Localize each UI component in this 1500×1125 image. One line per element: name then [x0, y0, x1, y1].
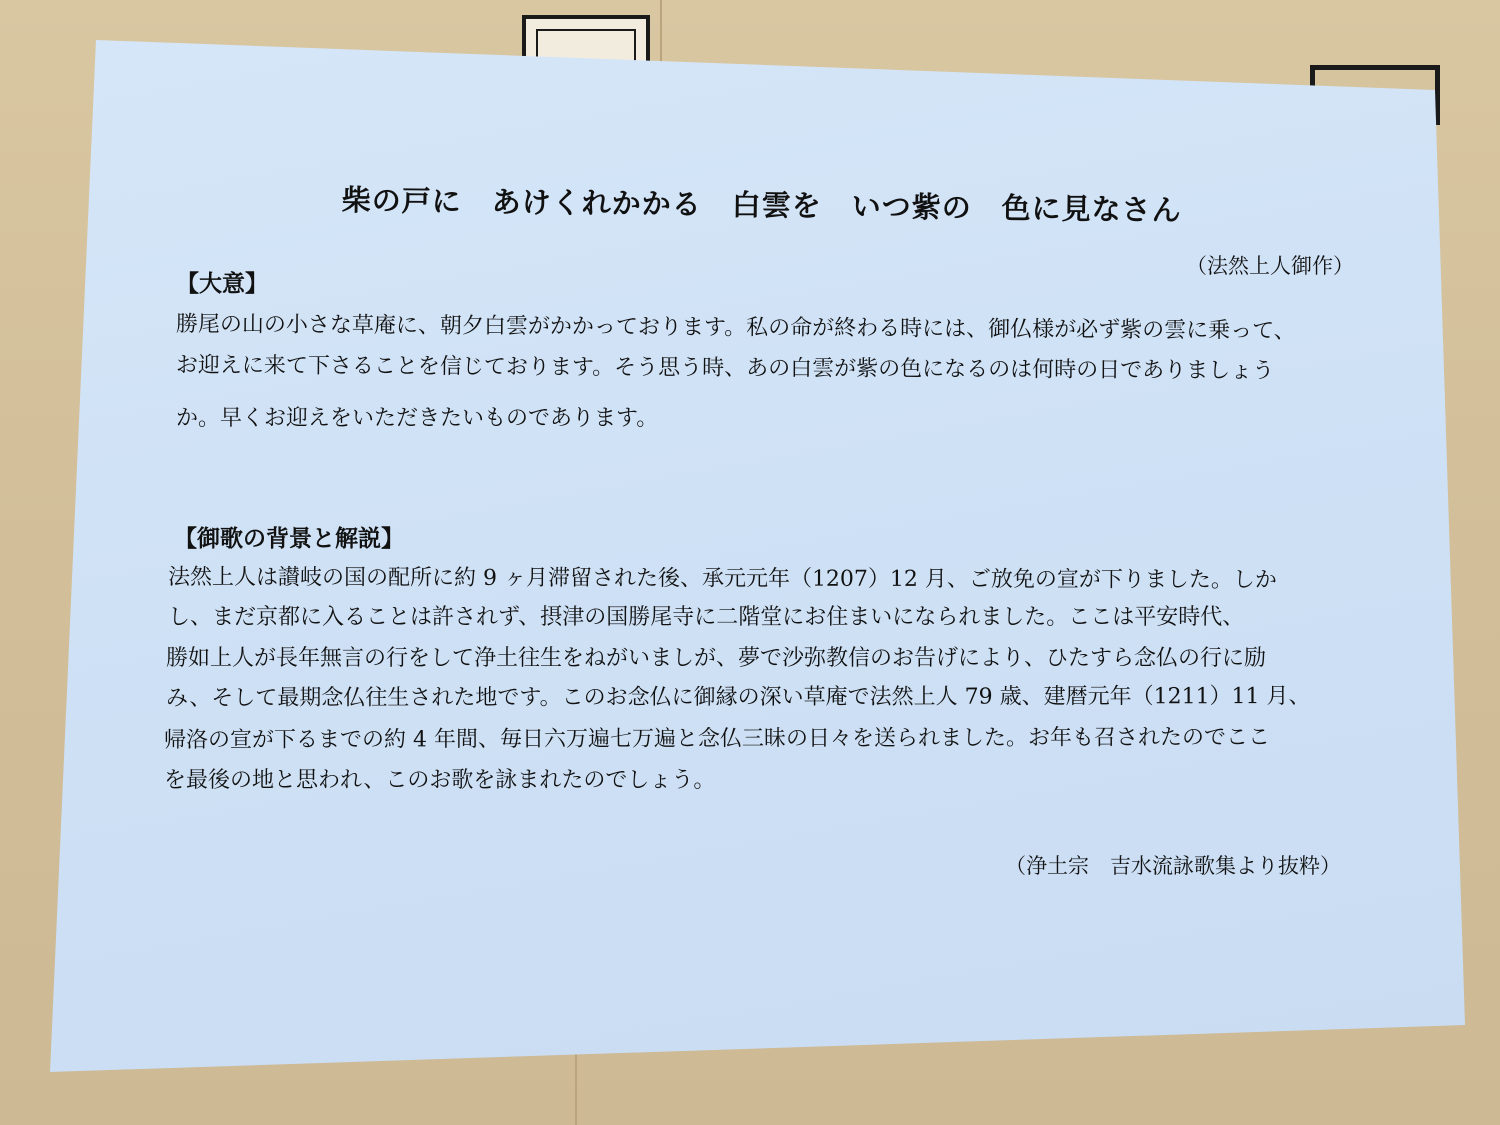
background-line: み、そして最期念仏往生された地です。このお念仏に御縁の深い草庵で法然上人 79 歳、建暦元年（1211）11 月、: [165, 684, 1311, 711]
background-heading: 【御歌の背景と解説】: [174, 525, 404, 552]
background-line: 帰洛の宣が下るまでの約 4 年間、毎日六万遍七万遍と念仏三昧の日々を送られました。お年も召されたのでここ: [163, 725, 1271, 753]
poem-title: 柴の戸に あけくれかかる 白雲を いつ紫の 色に見なさん: [341, 182, 1182, 228]
meaning-line: お迎えに来て下さることを信じております。そう思う時、あの白雲が紫の色になるのは何時の日でありましょう: [175, 353, 1275, 384]
background-line: し、まだ京都に入ることは許されず、摂津の国勝尾寺に二階堂にお住まいになられました。ここは平安時代、: [168, 605, 1245, 630]
source-citation: （浄土宗 吉水流詠歌集より抜粋）: [1005, 854, 1341, 878]
meaning-line: 勝尾の山の小さな草庵に、朝夕白雲がかかっております。私の命が終わる時には、御仏様が必ず紫の雲に乗って、: [175, 312, 1296, 344]
background-line: 法然上人は讃岐の国の配所に約 9 ヶ月滞留された後、承元元年（1207）12 月、ご放免の宣が下りました。しか: [167, 565, 1277, 593]
meaning-heading: 【大意】: [176, 270, 268, 297]
background-line: 勝如上人が長年無言の行をして浄土往生をねがいましが、夢で沙弥教信のお告げにより、ひたすら念仏の行に励: [166, 646, 1267, 671]
poem-author: （法然上人御作）: [1186, 254, 1354, 278]
meaning-line: か。早くお迎えをいただきたいものであります。: [176, 406, 659, 431]
background-line: を最後の地と思われ、このお歌を詠まれたのでしょう。: [164, 768, 716, 793]
